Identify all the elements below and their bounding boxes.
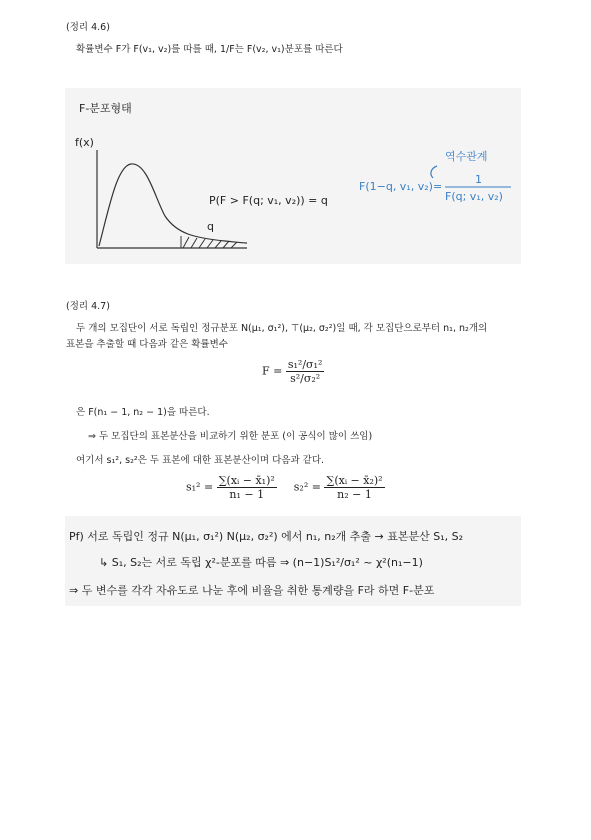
proof-line1: Pf) 서로 독립인 정규 N(μ₁, σ₁²) N(μ₂, σ₂²) 에서 n₁, n₂개 추출 → 표본분산 S₁, S₂ bbox=[69, 530, 464, 543]
s1-denominator: n₁ − 1 bbox=[229, 488, 265, 501]
s1-numerator: ∑(xᵢ − x̄₁)² bbox=[218, 474, 275, 487]
relation-left: F(1−q, v₁, v₂) bbox=[359, 180, 433, 193]
s2-lhs: s₂² = bbox=[293, 480, 321, 494]
f-distribution-sketch bbox=[65, 88, 521, 264]
theorem-4-7-line3: 은 F(n₁ − 1, n₂ − 1)을 따른다. bbox=[76, 407, 210, 418]
proof-line2: ↳ S₁, S₂는 서로 독립 χ²-분포를 따름 ⇒ (n−1)S₁²/σ₁² ~ χ²(n₁−1) bbox=[99, 556, 423, 569]
relation-eq: = bbox=[433, 180, 443, 193]
f-lhs: F = bbox=[262, 364, 283, 378]
f-distribution-drawing bbox=[65, 88, 521, 264]
theorem-4-7-line2: 표본을 추출할 때 다음과 같은 확률변수 bbox=[66, 339, 228, 350]
sketch-title: F-분포형태 bbox=[79, 102, 132, 115]
theorem-4-6-label: (정리 4.6) bbox=[66, 22, 110, 33]
theorem-4-7-line1: 두 개의 모집단이 서로 독립인 정규분포 N(μ₁, σ₁²), ⊤(μ₂, σ₂²)일 때, 각 모집단으로부터 n₁, n₂개의 bbox=[76, 323, 488, 334]
sketch-ylabel: f(x) bbox=[75, 136, 94, 149]
reciprocal-note: 역수관계 bbox=[445, 150, 488, 163]
tail-hatch bbox=[181, 236, 237, 248]
theorem-4-7-line4: 여기서 s₁², s₂²은 두 표본에 대한 표본분산이며 다음과 같다. bbox=[76, 455, 325, 466]
theorem-4-7-note: ⇒ 두 모집단의 표본분산을 비교하기 위한 분포 (이 공식이 많이 쓰임) bbox=[88, 431, 373, 442]
s1-lhs: s₁² = bbox=[186, 480, 214, 494]
f-denominator: s²/σ₂² bbox=[290, 372, 321, 385]
f-statistic-formula bbox=[262, 358, 324, 385]
theorem-4-7-label: (정리 4.7) bbox=[66, 301, 110, 312]
proof-line3: ⇒ 두 변수를 각각 자유도로 나눈 후에 비율을 취한 통계량을 F라 하면 F-분포 bbox=[69, 584, 435, 597]
f-numerator: s₁²/σ₁² bbox=[287, 358, 323, 371]
tail-q-label: q bbox=[207, 220, 214, 233]
proof-drawing bbox=[65, 516, 521, 606]
relation-denominator: F(q; v₁, v₂) bbox=[445, 190, 503, 203]
proof-sketch bbox=[65, 516, 521, 606]
theorem-4-6-statement: 확률변수 F가 F(v₁, v₂)를 따를 때, 1/F는 F(v₂, v₁)분포를 따른다 bbox=[76, 44, 343, 55]
sample-variance-formulas bbox=[186, 474, 385, 501]
relation-numerator: 1 bbox=[475, 173, 482, 186]
s2-numerator: ∑(xᵢ − x̄₂)² bbox=[326, 474, 383, 487]
s2-denominator: n₂ − 1 bbox=[337, 488, 372, 501]
tail-probability: P(F > F(q; v₁, v₂)) = q bbox=[209, 194, 328, 207]
note-arrow bbox=[431, 166, 437, 178]
